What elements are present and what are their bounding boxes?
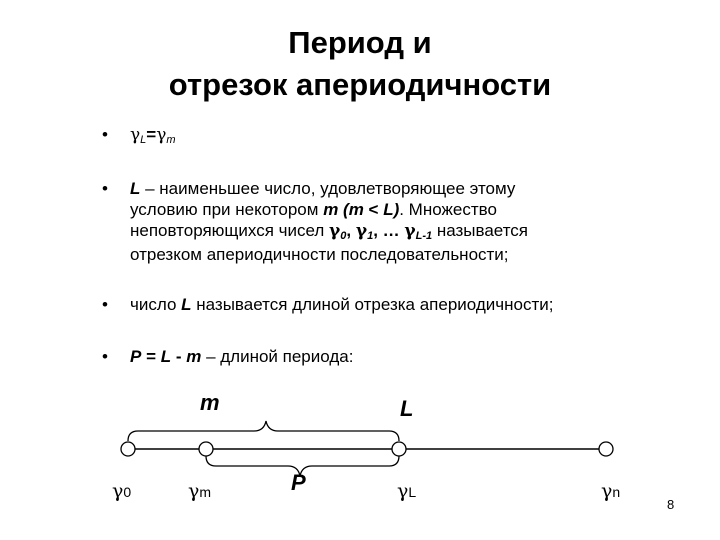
brace-upper xyxy=(128,421,399,441)
label-gamma-m xyxy=(188,480,211,502)
equals-sign: = xyxy=(141,347,161,366)
var-L: L) xyxy=(383,200,400,219)
gamma-symbol: γ xyxy=(130,125,141,145)
point-gamma-n xyxy=(599,442,613,456)
text-run: . Множество xyxy=(399,200,497,219)
label-m: m xyxy=(200,390,220,415)
text-run: число xyxy=(130,295,182,314)
comma: , xyxy=(346,221,356,240)
subscript-1: 1 xyxy=(367,230,374,242)
subscript: m xyxy=(199,484,212,500)
var-L: L xyxy=(181,295,192,314)
subscript: n xyxy=(612,484,621,500)
gamma-symbol: γ xyxy=(329,221,341,241)
minus-sign: - xyxy=(171,347,187,366)
label-gamma-0 xyxy=(112,480,131,502)
gamma-symbol: γ xyxy=(601,480,613,502)
point-gamma-0 xyxy=(121,442,135,456)
bullet-dot: • xyxy=(102,295,108,314)
bullet-line-4: отрезком апериодичности последовательности; xyxy=(130,245,509,264)
gamma-symbol: γ xyxy=(404,221,416,241)
text-run: неповторяющихся чисел xyxy=(130,221,330,240)
subscript-L-1: L-1 xyxy=(415,230,433,242)
less-than: < xyxy=(363,200,384,219)
subscript-m: m xyxy=(166,134,176,146)
point-gamma-m xyxy=(199,442,213,456)
page-number: 8 xyxy=(667,497,675,512)
var-L: L xyxy=(160,347,172,366)
text-run: – наименьшее число, удовлетворяющее этому xyxy=(140,179,516,198)
bullet-dot: • xyxy=(102,125,108,144)
var-m: m (m xyxy=(323,200,364,219)
label-P: P xyxy=(291,470,306,495)
gamma-symbol: γ xyxy=(188,480,200,502)
title-line-1: Период и xyxy=(288,25,432,60)
subscript-0: 0 xyxy=(340,230,347,242)
gamma-symbol: γ xyxy=(397,480,409,502)
equals-sign: = xyxy=(146,125,157,144)
text-run: называется длиной отрезка апериодичности; xyxy=(191,295,554,314)
var-L: L xyxy=(130,179,141,198)
gamma-symbol: γ xyxy=(112,480,124,502)
text-run: условию при некотором xyxy=(130,200,324,219)
text-run: – длиной периода: xyxy=(201,347,354,366)
subscript: L xyxy=(408,484,417,500)
var-m: m xyxy=(186,347,202,366)
point-gamma-L xyxy=(392,442,406,456)
gamma-symbol: γ xyxy=(156,125,167,145)
var-P: P xyxy=(130,347,142,366)
label-gamma-n xyxy=(601,480,620,502)
bullet-dot: • xyxy=(102,179,108,198)
text-run: называется xyxy=(432,221,528,240)
gamma-symbol: γ xyxy=(355,221,368,241)
subscript-L: L xyxy=(140,134,147,146)
bullet-dot: • xyxy=(102,347,108,366)
title-line-2: отрезок апериодичности xyxy=(168,67,552,102)
subscript: 0 xyxy=(123,484,132,500)
label-gamma-L xyxy=(397,480,416,502)
label-L: L xyxy=(400,396,414,421)
ellipsis: , … xyxy=(373,221,405,240)
